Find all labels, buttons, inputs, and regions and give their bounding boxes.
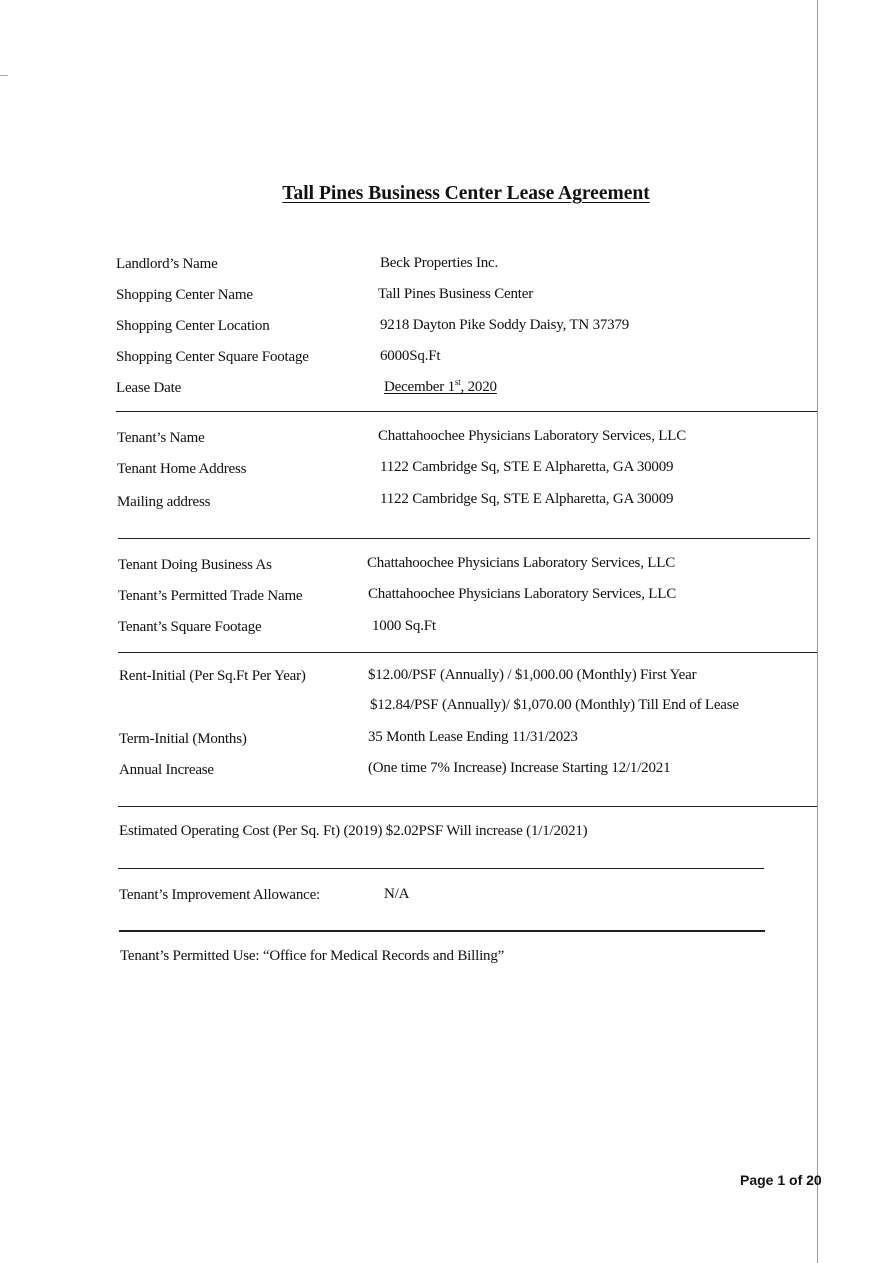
shopping-center-location-value: 9218 Dayton Pike Soddy Daisy, TN 37379 [380,317,630,333]
permitted-trade-name-value: Chattahoochee Physicians Laboratory Services, LLC [368,586,677,602]
permitted-trade-name-label: Tenant’s Permitted Trade Name [118,588,303,604]
improvement-allowance-value: N/A [384,886,410,902]
rent-first-year-value: $12.00/PSF (Annually) / $1,000.00 (Monthly) First Year [368,667,697,683]
landlord-name-label: Landlord’s Name [116,256,218,272]
section-divider [118,806,817,807]
tenant-name-label: Tenant’s Name [117,430,205,446]
mailing-address-label: Mailing address [117,494,211,510]
annual-increase-label: Annual Increase [119,762,214,778]
improvement-allowance-label: Tenant’s Improvement Allowance: [119,887,321,903]
annual-increase-value: (One time 7% Increase) Increase Starting 12/1/2021 [368,760,671,776]
mailing-address-value: 1122 Cambridge Sq, STE E Alpharetta, GA 30009 [380,491,674,507]
shopping-center-sqft-label: Shopping Center Square Footage [116,349,309,365]
term-initial-label: Term-Initial (Months) [119,731,247,747]
page-number: Page 1 of 20 [740,1172,822,1188]
scan-speck [0,75,8,76]
landlord-name-value: Beck Properties Inc. [380,255,499,271]
tenant-name-value: Chattahoochee Physicians Laboratory Services, LLC [378,428,687,444]
lease-date-label: Lease Date [116,380,182,396]
section-divider [119,930,765,932]
shopping-center-name-label: Shopping Center Name [116,287,253,303]
section-divider [116,411,817,412]
doing-business-as-value: Chattahoochee Physicians Laboratory Services, LLC [367,555,676,571]
tenant-sqft-label: Tenant’s Square Footage [118,619,262,635]
doing-business-as-label: Tenant Doing Business As [118,557,272,573]
section-divider [118,652,817,653]
rent-initial-label: Rent-Initial (Per Sq.Ft Per Year) [119,668,306,684]
section-divider [118,538,810,539]
shopping-center-name-value: Tall Pines Business Center [378,286,533,302]
lease-date-value: December 1st, 2020 [384,377,497,395]
tenant-home-address-label: Tenant Home Address [117,461,247,477]
document-title: Tall Pines Business Center Lease Agreement [282,183,650,204]
rent-remaining-value: $12.84/PSF (Annually)/ $1,070.00 (Monthly) Till End of Lease [370,697,739,713]
shopping-center-sqft-value: 6000Sq.Ft [380,348,441,364]
tenant-home-address-value: 1122 Cambridge Sq, STE E Alpharetta, GA 30009 [380,459,674,475]
permitted-use-text: Tenant’s Permitted Use: “Office for Medical Records and Billing” [120,948,505,964]
tenant-sqft-value: 1000 Sq.Ft [372,618,436,634]
section-divider [118,868,764,869]
shopping-center-location-label: Shopping Center Location [116,318,270,334]
operating-cost-text: Estimated Operating Cost (Per Sq. Ft) (2019) $2.02PSF Will increase (1/1/2021) [119,823,588,839]
term-initial-value: 35 Month Lease Ending 11/31/2023 [368,729,578,745]
